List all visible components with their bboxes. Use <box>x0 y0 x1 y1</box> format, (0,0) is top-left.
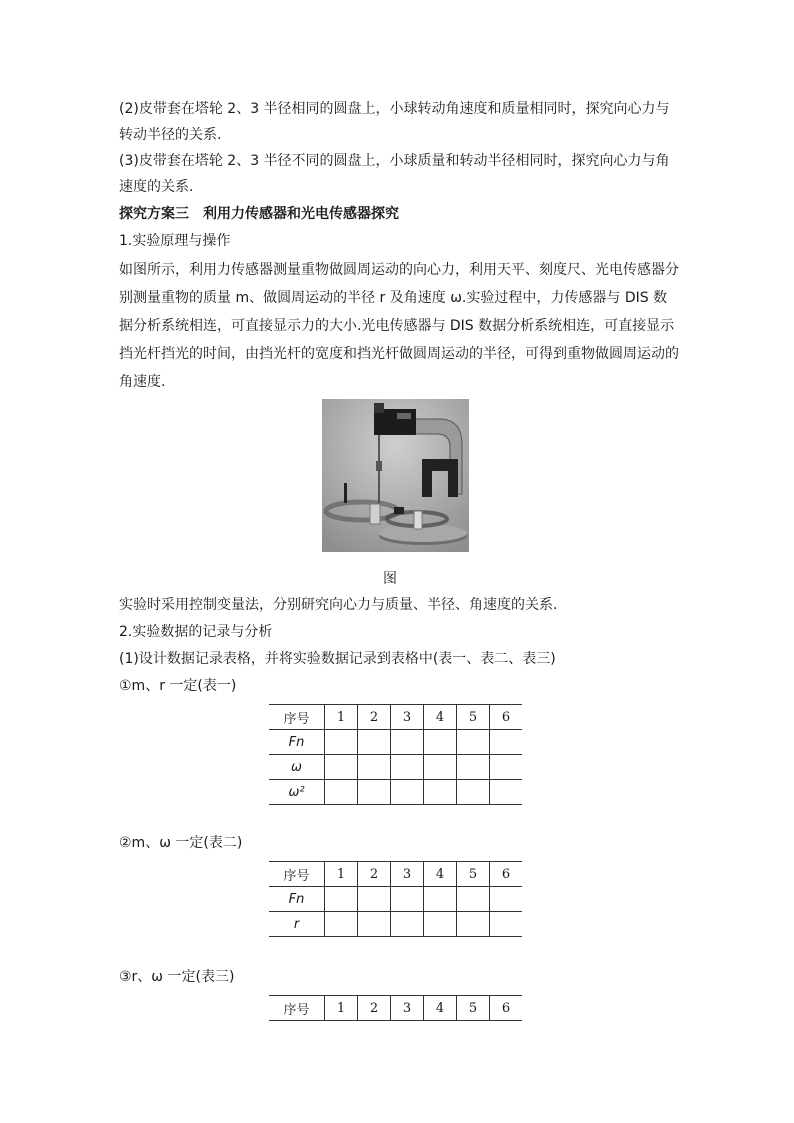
data-table-2 <box>269 861 522 937</box>
table-row <box>269 755 522 780</box>
row-label: ω <box>269 755 325 780</box>
table1-label: ①m、r 一定(表一) <box>119 678 237 694</box>
paragraph-control-variables: 实验时采用控制变量法，分别研究向心力与质量、半径、角速度的关系. <box>119 597 558 613</box>
subheading-data: 2.实验数据的记录与分析 <box>119 624 273 640</box>
table-header-row <box>269 862 522 887</box>
header-cell: 2 <box>358 862 391 887</box>
paragraph-3: (3)皮带套在塔轮 2、3 半径不同的圆盘上，小球质量和转动半径相同时，探究向心力与角速度的关系. <box>119 153 670 195</box>
paragraph-principle: 如图所示，利用力传感器测量重物做圆周运动的向心力，利用天平、刻度尺、光电传感器分别测量重物的质量 m、做圆周运动的半径 r 及角速度 ω.实验过程中，力传感器与 DIS 数据分析系统相连，可直接显示力的大小.光电传感器与 DIS 数据分析系统相连，可直接显示挡光杆挡光的时间，由挡光杆的宽度和挡光杆做圆周运动的半径，可得到重物做圆周运动的角速度. <box>119 262 679 390</box>
table-row <box>269 730 522 755</box>
data-table-3 <box>269 995 522 1021</box>
header-cell: 1 <box>325 705 358 730</box>
subheading-principle: 1.实验原理与操作 <box>119 233 231 249</box>
header-cell: 5 <box>457 996 490 1021</box>
table-row <box>269 780 522 805</box>
header-cell: 1 <box>325 996 358 1021</box>
header-cell: 4 <box>424 862 457 887</box>
data-table-1 <box>269 704 522 805</box>
header-cell: 序号 <box>269 996 325 1021</box>
header-cell: 3 <box>391 996 424 1021</box>
header-cell: 4 <box>424 705 457 730</box>
header-cell: 序号 <box>269 705 325 730</box>
header-cell: 序号 <box>269 862 325 887</box>
header-cell: 6 <box>490 705 523 730</box>
table-row <box>269 887 522 912</box>
experiment-apparatus-photo <box>322 399 469 552</box>
paragraph-2: (2)皮带套在塔轮 2、3 半径相同的圆盘上，小球转动角速度和质量相同时，探究向心力与转动半径的关系. <box>119 101 670 143</box>
row-label: r <box>269 912 325 937</box>
table-row <box>269 912 522 937</box>
header-cell: 6 <box>490 862 523 887</box>
header-cell: 1 <box>325 862 358 887</box>
header-cell: 6 <box>490 996 523 1021</box>
table3-label: ③r、ω 一定(表三) <box>119 969 235 985</box>
header-cell: 4 <box>424 996 457 1021</box>
table2-label: ②m、ω 一定(表二) <box>119 835 243 851</box>
header-cell: 3 <box>391 862 424 887</box>
row-label: Fn <box>269 730 325 755</box>
header-cell: 2 <box>358 705 391 730</box>
header-cell: 2 <box>358 996 391 1021</box>
row-label: ω² <box>269 780 325 805</box>
header-cell: 3 <box>391 705 424 730</box>
table-header-row <box>269 996 522 1021</box>
section-heading: 探究方案三 利用力传感器和光电传感器探究 <box>119 206 399 222</box>
paragraph-table-design: (1)设计数据记录表格，并将实验数据记录到表格中(表一、表二、表三) <box>119 651 556 667</box>
header-cell: 5 <box>457 862 490 887</box>
table-header-row <box>269 705 522 730</box>
header-cell: 5 <box>457 705 490 730</box>
figure-caption: 图 <box>383 571 397 587</box>
row-label: Fn <box>269 887 325 912</box>
